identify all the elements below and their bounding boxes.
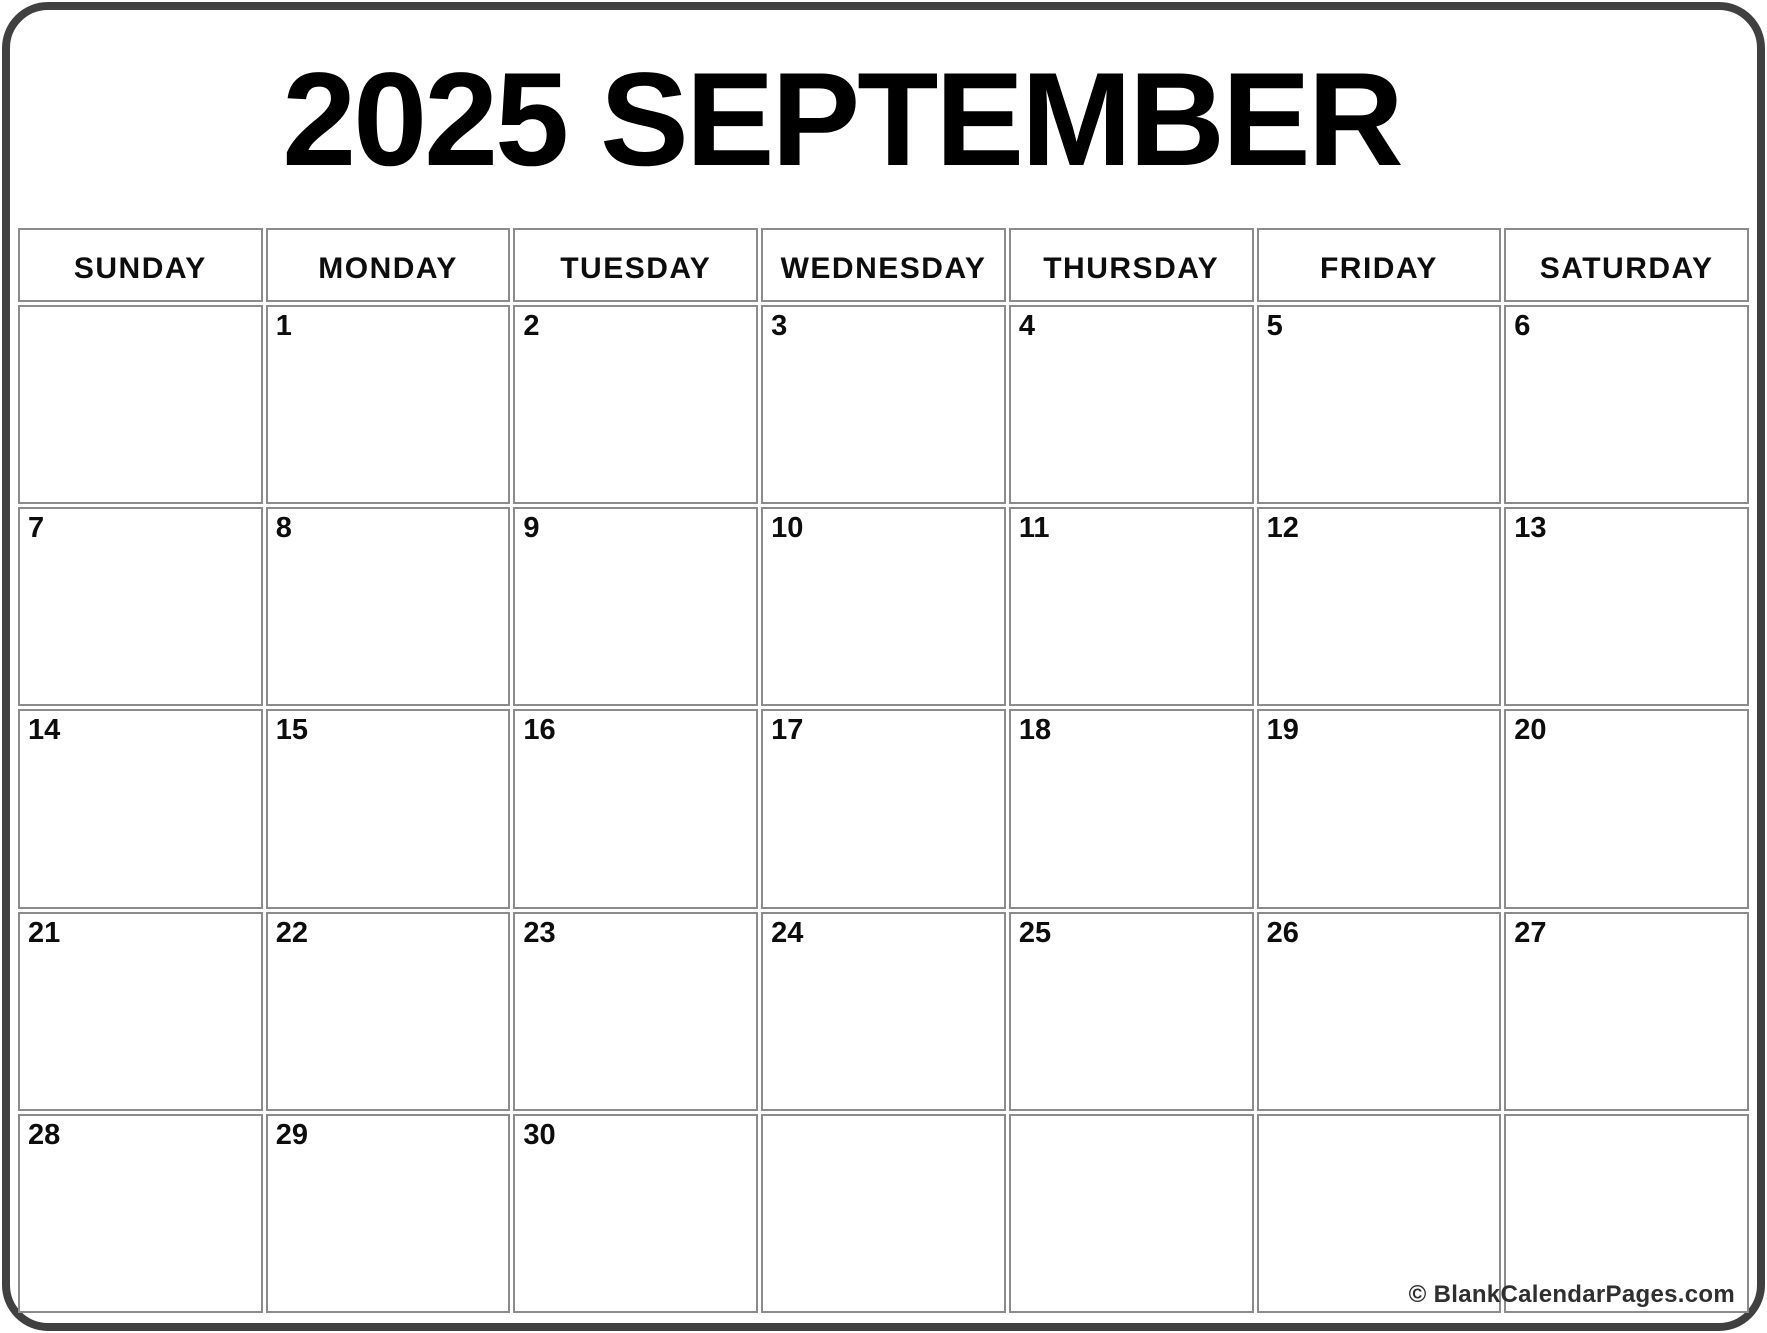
day-cell [266, 507, 511, 706]
day-number: 17 [771, 714, 804, 747]
day-number: 28 [28, 1118, 61, 1151]
day-number: 19 [1266, 714, 1299, 747]
weekday-header-wednesday: WEDNESDAY [761, 228, 1006, 302]
day-number: 5 [1266, 310, 1283, 342]
day-cell [1504, 709, 1749, 908]
day-cell [1257, 912, 1502, 1111]
day-number: 30 [523, 1118, 556, 1151]
day-number: 13 [1514, 512, 1547, 545]
day-cell [18, 709, 263, 908]
day-cell [761, 305, 1006, 504]
day-cell [513, 305, 758, 504]
day-number: 14 [28, 714, 61, 747]
day-number: 29 [275, 1118, 308, 1151]
day-number: 27 [1514, 916, 1547, 949]
day-number: 8 [275, 512, 292, 545]
day-cell [18, 1114, 263, 1313]
day-cell [761, 709, 1006, 908]
day-number: 6 [1514, 310, 1531, 342]
day-cell [1009, 709, 1254, 908]
weekday-header-monday: MONDAY [266, 228, 511, 302]
day-number: 18 [1018, 714, 1052, 747]
day-number: 16 [523, 714, 556, 747]
day-cell [1009, 305, 1254, 504]
day-number: 25 [1018, 916, 1052, 949]
weekday-header-saturday: SATURDAY [1504, 228, 1749, 302]
day-cell [1504, 912, 1749, 1111]
day-cell [18, 912, 263, 1111]
day-number: 7 [28, 512, 45, 545]
weekday-header-tuesday: TUESDAY [513, 228, 758, 302]
day-cell [513, 709, 758, 908]
day-cell [1504, 305, 1749, 504]
day-cell [513, 1114, 758, 1313]
calendar-grid [18, 228, 1749, 1313]
day-cell [761, 507, 1006, 706]
day-cell [761, 912, 1006, 1111]
day-number: 11 [1018, 512, 1050, 545]
day-cell [513, 912, 758, 1111]
day-number: 10 [771, 512, 804, 545]
day-cell [1009, 507, 1254, 706]
day-cell [1408, 1114, 1749, 1313]
day-number: 9 [523, 512, 540, 545]
weekday-header-sunday: SUNDAY [18, 228, 263, 302]
day-cell [1504, 507, 1749, 706]
day-number: 15 [275, 714, 308, 747]
day-number: 26 [1266, 916, 1299, 949]
calendar-page [2, 2, 1765, 1331]
day-cell [1009, 1114, 1254, 1313]
day-number: 2 [523, 310, 540, 342]
site-credit-watermark: © BlankCalendarPages.com [1408, 1280, 1735, 1308]
day-cell [513, 507, 758, 706]
day-number: 1 [275, 310, 292, 342]
day-number: 4 [1018, 310, 1035, 342]
day-number: 12 [1266, 512, 1299, 545]
day-cell [266, 912, 511, 1111]
day-number: 23 [523, 916, 556, 949]
day-number: 22 [275, 916, 308, 949]
day-cell [266, 709, 511, 908]
day-cell [266, 305, 511, 504]
day-number: 24 [771, 916, 804, 949]
day-cell [18, 305, 263, 504]
day-cell [18, 507, 263, 706]
page-title: 2025 SEPTEMBER [282, 46, 1401, 194]
weekday-header-friday: FRIDAY [1257, 228, 1502, 302]
day-cell [1257, 305, 1502, 504]
day-cell [1009, 912, 1254, 1111]
day-number: 20 [1514, 714, 1547, 747]
day-cell [1257, 709, 1502, 908]
weekday-header-thursday: THURSDAY [1009, 228, 1254, 302]
day-number: 21 [28, 916, 61, 949]
day-number: 3 [771, 310, 788, 342]
day-cell [1257, 507, 1502, 706]
day-cell [266, 1114, 511, 1313]
day-cell [761, 1114, 1006, 1313]
